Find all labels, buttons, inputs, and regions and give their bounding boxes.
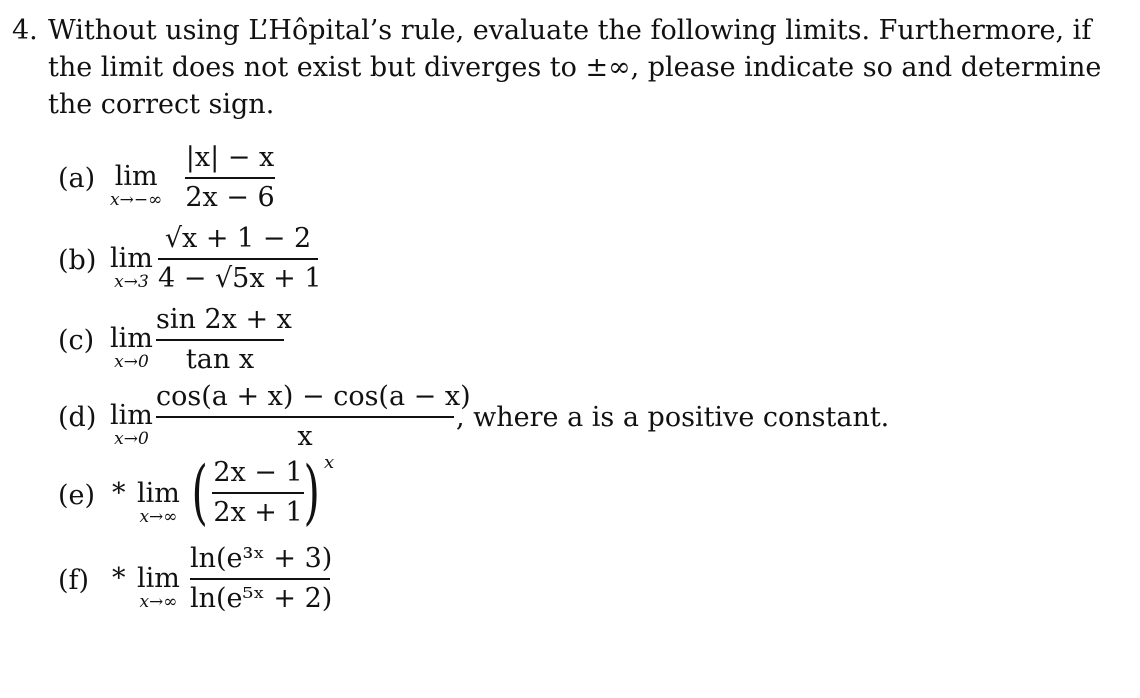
lim-subscript: x→0 (114, 429, 149, 449)
lim-word: lim (137, 563, 180, 594)
part-label: (f) (58, 565, 90, 596)
denominator: 2x − 6 (185, 181, 275, 213)
lim-subscript: x→0 (114, 352, 149, 372)
part-label: (c) (58, 325, 95, 356)
optional-star: * (112, 563, 126, 594)
part-label: (b) (58, 245, 97, 276)
fraction-bar (185, 177, 275, 179)
limit-operator (137, 480, 180, 526)
numerator: √x + 1 − 2 (164, 223, 312, 254)
lim-subscript: x→∞ (139, 507, 178, 527)
left-paren: ( (191, 451, 208, 533)
numerator: |x| − x (185, 142, 275, 173)
denominator: 2x + 1 (213, 496, 303, 528)
limit-operator (110, 325, 153, 371)
problem-statement (12, 12, 1122, 123)
fraction (190, 542, 333, 616)
limit-operator (110, 163, 162, 209)
fraction (156, 303, 292, 377)
lim-word: lim (114, 161, 158, 192)
optional-star: * (112, 478, 126, 509)
denominator: ln(e⁵ˣ + 2) (190, 582, 333, 614)
part-label: (a) (58, 163, 96, 194)
lim-word: lim (110, 323, 153, 354)
numerator: ln(e³ˣ + 3) (190, 543, 333, 574)
lim-word: lim (110, 400, 153, 431)
numerator: cos(a + x) − cos(a − x) (156, 381, 471, 412)
limit-operator (110, 245, 153, 291)
lim-word: lim (110, 243, 153, 274)
fraction (158, 222, 322, 296)
numerator: sin 2x + x (156, 304, 292, 335)
fraction (212, 456, 304, 530)
denominator: 4 − √5x + 1 (158, 262, 322, 294)
problem-text: Without using L’Hôpital’s rule, evaluate the following limits. Furthermore, if the limit does not exist but diverges to ±∞, please indicate so and determine the correct sign. (48, 15, 1102, 120)
fraction-bar (158, 258, 318, 260)
trailing-text: , where a is a positive constant. (456, 402, 890, 433)
denominator: tan x (185, 343, 255, 375)
exponent: x (324, 452, 335, 473)
denominator: x (297, 420, 313, 452)
right-paren: ) (303, 451, 320, 533)
numerator: 2x − 1 (213, 457, 303, 488)
fraction-bar (212, 492, 304, 494)
lim-word: lim (137, 478, 180, 509)
fraction-bar (156, 416, 454, 418)
part-label: (d) (58, 402, 97, 433)
lim-subscript: x→3 (114, 272, 149, 292)
limit-operator (110, 402, 153, 448)
fraction (156, 380, 471, 454)
problem-number: 4. (12, 15, 38, 46)
fraction-bar (156, 339, 284, 341)
fraction (185, 141, 275, 215)
limit-operator (137, 565, 180, 611)
fraction-bar (190, 578, 330, 580)
lim-subscript: x→−∞ (110, 190, 163, 210)
lim-subscript: x→∞ (139, 592, 178, 612)
part-label: (e) (58, 480, 96, 511)
